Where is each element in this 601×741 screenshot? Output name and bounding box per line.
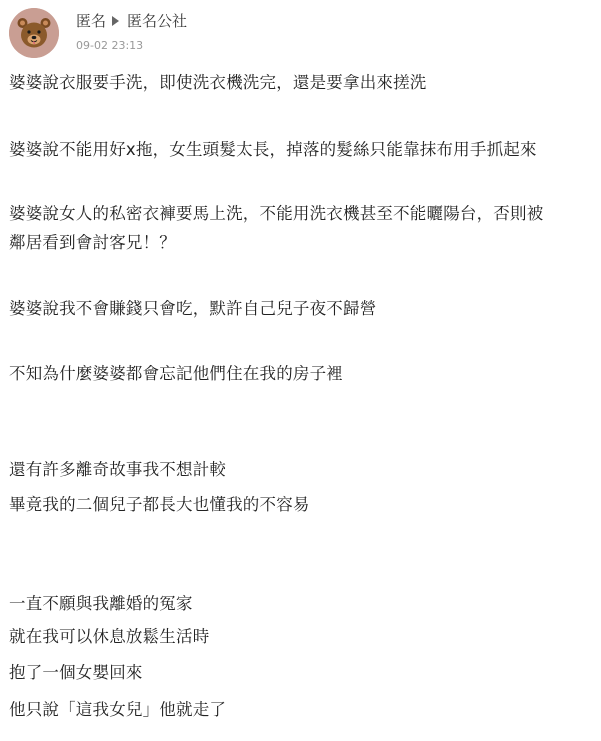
forum-name[interactable]: 匿名公社 [127, 12, 188, 30]
post-timestamp: 09-02 23:13 [76, 39, 144, 52]
content-line: 抱了一個女嬰回來 [9, 663, 143, 682]
content-line: 婆婆說衣服要手洗，即使洗衣機洗完，還是要拿出來搓洗 [9, 73, 427, 92]
content-line: 就在我可以休息放鬆生活時 [9, 627, 210, 646]
content-line: 婆婆說女人的私密衣褲要馬上洗，不能用洗衣機甚至不能曬陽台，否則被 [9, 204, 544, 223]
content-line: 還有許多離奇故事我不想計較 [9, 460, 227, 479]
avatar[interactable] [9, 8, 59, 58]
content-line: 婆婆說不能用好x拖，女生頭髮太長，掉落的髮絲只能靠抹布用手抓起來 [9, 140, 537, 159]
author-name[interactable]: 匿名 [76, 12, 107, 30]
content-line: 畢竟我的二個兒子都長大也懂我的不容易 [9, 495, 310, 514]
author-line [76, 11, 187, 31]
content-line: 鄰居看到會討客兄！？ [9, 233, 176, 252]
content-line: 一直不願與我離婚的冤家 [9, 594, 193, 613]
bear-face-icon [9, 8, 59, 58]
caret-right-icon [112, 16, 119, 26]
post-header [9, 8, 592, 58]
content-line: 不知為什麼婆婆都會忘記他們住在我的房子裡 [9, 364, 343, 383]
content-line: 他只說「這我女兒」他就走了 [9, 700, 227, 719]
content-line: 婆婆說我不會賺錢只會吃，默許自己兒子夜不歸營 [9, 299, 377, 318]
